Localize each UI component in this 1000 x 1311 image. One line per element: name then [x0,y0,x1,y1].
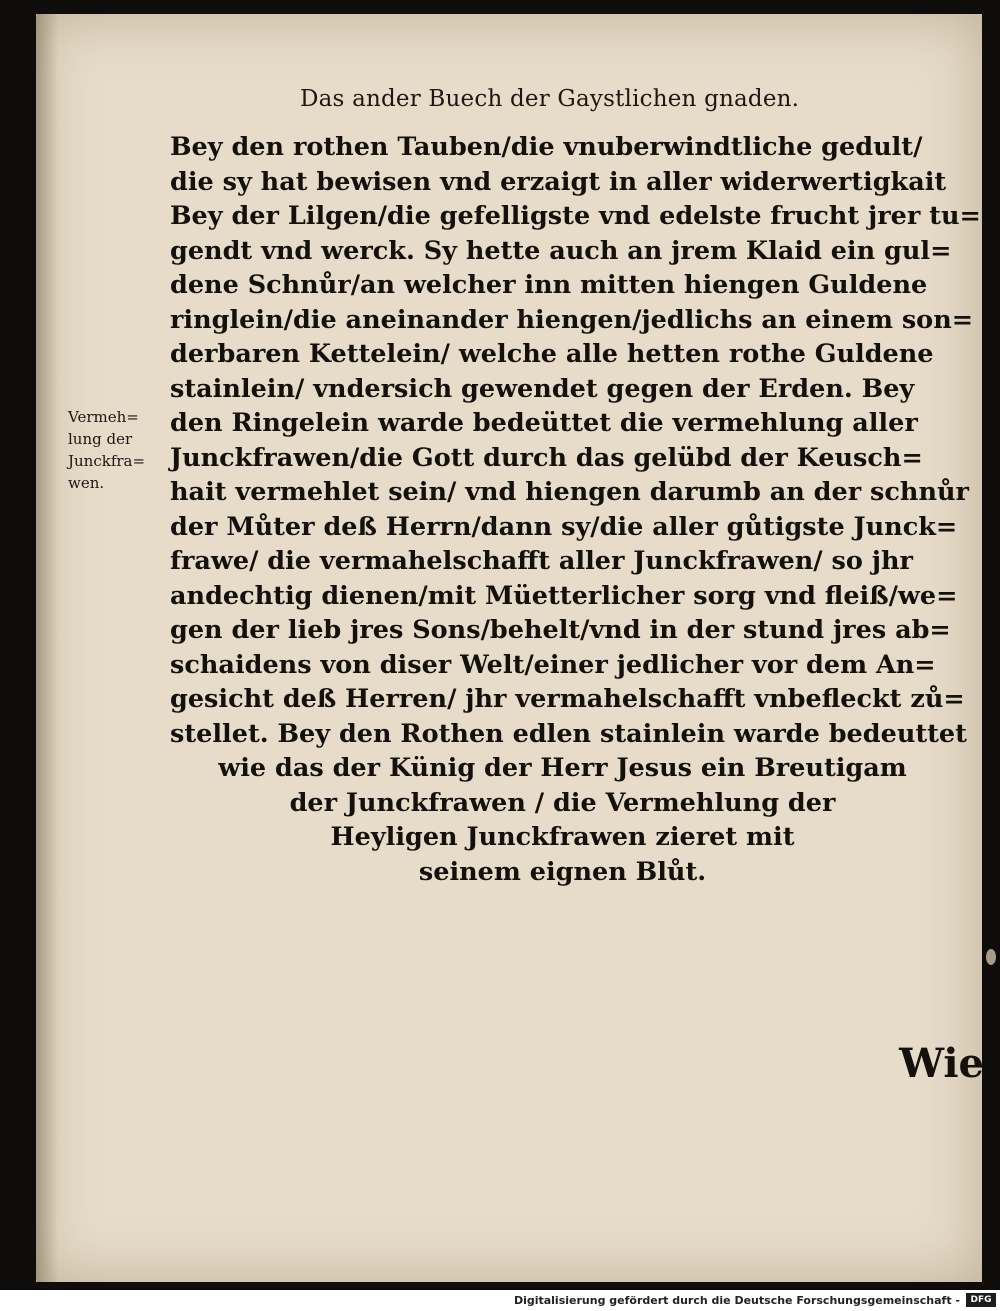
margin-note-line: wen. [68,474,105,492]
text-line: der Můter deß Herrn/dann sy/die aller gůtigste Junck= [170,511,958,542]
text-line-centered: Heyligen Junckfrawen zieret mit [330,822,795,852]
funding-notice: Digitalisierung gefördert durch die Deutsche Forschungsgemeinschaft - [513,1294,960,1307]
text-line: den Ringelein warde bedeüttet die vermehlung aller [170,408,918,438]
text-line-centered: seinem eignen Blůt. [418,856,707,887]
text-line: Bey den rothen Tauben/die vnuberwindtliche gedult/ [170,132,923,162]
text-line: hait vermehlet sein/ vnd hiengen darumb an der schnůr [170,477,969,507]
text-line: Bey der Lilgen/die gefelligste vnd edelste frucht jrer tu= [170,201,981,231]
catchword: Wie [899,1040,984,1087]
text-line: gesicht deß Herren/ jhr vermahelschafft vnbefleckt zů= [170,684,965,714]
text-line: frawe/ die vermahelschafft aller Junckfrawen/ so jhr [170,546,913,576]
margin-note [68,406,145,494]
text-line: gendt vnd werck. Sy hette auch an jrem Klaid ein gul= [170,235,952,266]
margin-note-line: Junckfra= [68,452,146,470]
text-line: die sy hat bewisen vnd erzaigt in aller widerwertigkait [170,166,947,197]
text-line: schaidens von diser Welt/einer jedlicher vor dem An= [170,649,936,680]
running-head: Das ander Buech der Gaystlichen gnaden. [300,86,800,112]
text-line: ringlein/die aneinander hiengen/jedlichs an einem son= [170,304,974,335]
text-line: stainlein/ vndersich gewendet gegen der Erden. Bey [170,373,915,404]
dfg-logo: DFG [966,1293,996,1307]
text-line: andechtig dienen/mit Müetterlicher sorg vnd fleiß/we= [170,580,958,611]
paper-blemish [986,949,996,965]
text-line: dene Schnůr/an welcher inn mitten hiengen Guldene [170,270,928,300]
text-line-centered: wie das der Künig der Herr Jesus ein Breutigam [218,753,907,783]
footer-bar [0,1290,1000,1311]
text-line: stellet. Bey den Rothen edlen stainlein warde bedeuttet [170,718,967,749]
body-text [170,130,981,889]
page-gutter-shadow [36,14,58,1282]
margin-note-line: Vermeh= [68,408,139,426]
margin-note-line: lung der [68,430,133,448]
text-line: gen der lieb jres Sons/behelt/vnd in der stund jres ab= [170,615,951,645]
text-line-centered: der Junckfrawen / die Vermehlung der [289,787,836,818]
text-line: derbaren Kettelein/ welche alle hetten rothe Guldene [170,339,934,369]
text-line: Junckfrawen/die Gott durch das gelübd der Keusch= [170,442,923,473]
